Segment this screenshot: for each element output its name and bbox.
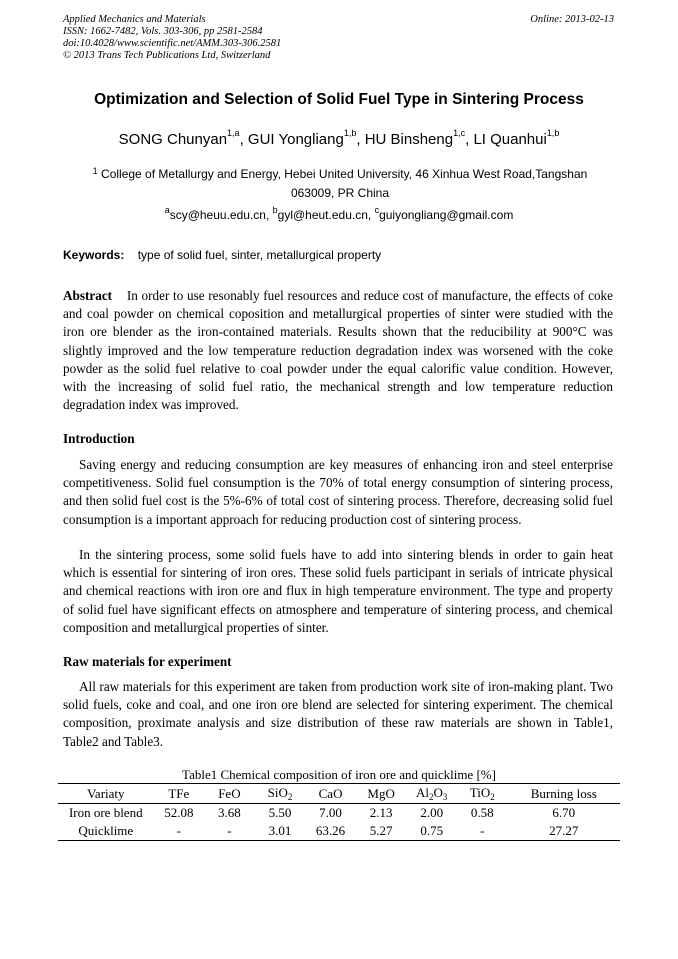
keywords-label: Keywords: — [63, 248, 125, 262]
email-address[interactable]: gyl@heut.edu.cn — [277, 208, 368, 222]
table-cell: 3.68 — [218, 805, 241, 820]
author-sup: 1,c — [453, 128, 466, 138]
affiliation-sup: 1 — [92, 166, 98, 176]
journal-header — [63, 14, 281, 62]
col-header: CaO — [305, 784, 356, 804]
abstract — [63, 287, 613, 414]
col-header: FeO — [204, 784, 255, 804]
col-header: SiO$_2$ — [255, 784, 306, 804]
journal-issn: ISSN: 1662-7482, Vols. 303-306, pp 2581-2584 — [63, 26, 263, 37]
author-sup: 1,a — [227, 128, 240, 138]
introduction-paragraph-1: Saving energy and reducing consumption are key measures of enhancing iron and steel enterprise competitiveness. Solid fuel consumption is the 70% of total energy consumption of sintering process, and then solid fuel cost is the 5%-6% of total cost of sintering process. Therefore, decreasing solid fuel consumption is a important approach for reducing production cost of sintering process. — [63, 457, 613, 527]
table-cell: - — [204, 822, 255, 841]
table-cell: 5.27 — [356, 822, 407, 841]
introduction-heading: Introduction — [63, 431, 135, 446]
table-cell: 5.50 — [268, 805, 292, 820]
table-cell: 63.26 — [305, 822, 356, 841]
raw-materials-heading: Raw materials for experiment — [63, 654, 232, 669]
table-cell: 2.13 — [369, 805, 393, 820]
table-header-row — [58, 784, 620, 804]
table-cell: 2.00 — [420, 805, 444, 820]
journal-doi: doi:10.4028/www.scientific.net/AMM.303-306.2581 — [63, 38, 282, 49]
table-cell: 27.27 — [508, 822, 620, 841]
table1 — [58, 783, 620, 841]
online-date: Online: 2013-02-13 — [530, 14, 614, 25]
journal-copyright: © 2013 Trans Tech Publications Ltd, Switzerland — [63, 50, 271, 61]
author-sup: 1,b — [546, 128, 560, 138]
journal-name: Applied Mechanics and Materials — [63, 14, 206, 25]
email-address[interactable]: scy@heuu.edu.cn — [169, 208, 266, 222]
table-cell: 0.58 — [470, 805, 494, 820]
introduction-paragraph-2: In the sintering process, some solid fuels have to add into sintering blends in order to gain heat which is essential for sintering of iron ores. These solid fuels participant in serials of intricate physical and chemical reactions with iron ore and flux in high temperature environment. The type and property of solid fuel have significant effects on atmosphere and temperature of sintering process, and chemical composition and metallurgical properties of sinter. — [63, 547, 613, 635]
author-name: SONG Chunyan — [118, 131, 228, 148]
email-sup: c — [374, 205, 380, 215]
table-cell: 6.70 — [552, 805, 576, 820]
table-row — [58, 804, 620, 823]
table-row — [58, 822, 620, 841]
table-cell: 52.08 — [164, 805, 194, 820]
table-cell: - — [457, 822, 508, 841]
email-sup: b — [272, 205, 278, 215]
table-cell: 7.00 — [319, 805, 342, 820]
col-header: TFe — [154, 784, 205, 804]
author-name: LI Quanhui — [473, 131, 547, 148]
affiliation-text: College of Metallurgy and Energy, Hebei United University, 46 Xinhua West Road,Tangshan 063009, PR China — [101, 167, 588, 200]
email-list: $^a$scy@heuu.edu.cn, $^b$gyl@heut.edu.cn, $^c$guiyongliang@gmail.com — [164, 205, 514, 222]
col-header: Burning loss — [508, 784, 620, 804]
table-cell: Iron ore blend — [68, 805, 143, 820]
abstract-label: Abstract — [63, 288, 113, 303]
col-header: Variaty — [58, 784, 154, 804]
email-sup: a — [164, 205, 170, 215]
col-header: MgO — [356, 784, 407, 804]
table1-caption: Table1 Chemical composition of iron ore and quicklime [%] — [182, 767, 496, 782]
col-header: $Al_2O_3$ — [406, 784, 457, 804]
raw-materials-paragraph: All raw materials for this experiment are taken from production work site of iron-making plant. Two solid fuels, coke and coal, and one iron ore blend are selected for sintering experiment. The chemical composition, proximate analysis and size distribution of these raw materials are shown in Table1, Table2 and Table3. — [63, 679, 613, 749]
author-list: SONG Chunyan$^{1,a}$, GUI Yongliang$^{1,b}$, HU Binsheng$^{1,c}$, LI Quanhui$^{1,b}$ — [118, 128, 560, 148]
abstract-text: In order to use resonably fuel resources and reduce cost of manufacture, the effects of coke and coal powder on chemical coposition and metallurgical properties of sinter were studied with the iron ore blender as the iron-contained materials. Results shown that the reducibility at 900°C was slightly improved and the low temperature reduction degradation index was worsened with the coke powder as the solid fuel relative to coal powder under the equal calorific value condition. However, with the increasing of solid fuel ratio, the mechanical strength and low temperature reduction degradation index was improved. — [63, 288, 613, 413]
table-cell: 3.01 — [255, 822, 306, 841]
author-sup: 1,b — [343, 128, 357, 138]
col-header: TiO$_2$ — [457, 784, 508, 804]
table-cell: - — [154, 822, 205, 841]
keywords-text: type of solid fuel, sinter, metallurgical property — [137, 248, 382, 262]
author-name: GUI Yongliang — [247, 131, 344, 148]
paper-title: Optimization and Selection of Solid Fuel Type in Sintering Process — [94, 91, 584, 108]
email-address[interactable]: guiyongliang@gmail.com — [379, 208, 514, 222]
table-cell: Quicklime — [58, 822, 154, 841]
table-cell: 0.75 — [406, 822, 457, 841]
author-name: HU Binsheng — [364, 131, 454, 148]
affiliation — [76, 165, 604, 203]
keywords — [63, 248, 623, 262]
